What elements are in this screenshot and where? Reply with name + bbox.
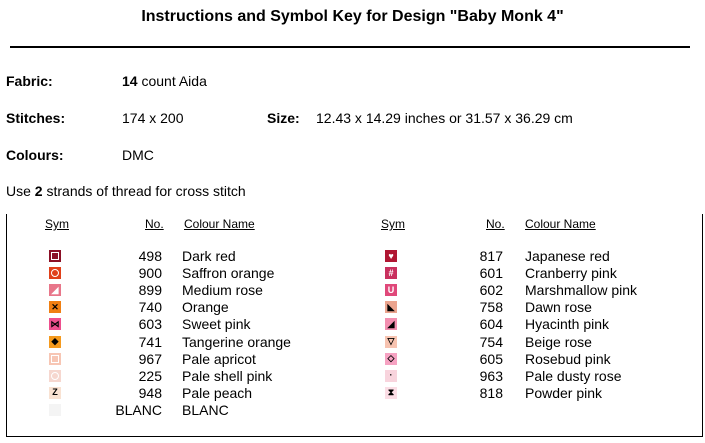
right-dmc-number: 601 — [479, 265, 503, 282]
left-dmc-number: 948 — [138, 384, 162, 401]
right-key-row — [0, 334, 705, 351]
heart-symbol-icon: ♥ — [385, 250, 397, 262]
stitches-label: Stitches: — [6, 110, 66, 126]
right-colour-name: Powder pink — [525, 384, 603, 401]
left-dmc-number: 899 — [138, 282, 162, 299]
right-dmc-number: 605 — [479, 350, 503, 367]
bowtie-symbol-icon: ⋈ — [50, 318, 60, 329]
u-letter-symbol-icon: U — [385, 284, 397, 296]
right-no-header: No. — [486, 217, 505, 231]
fabric-type: count Aida — [137, 73, 207, 89]
right-colour-name: Pale dusty rose — [525, 367, 622, 384]
page-title: Instructions and Symbol Key for Design "Baby Monk 4" — [141, 8, 564, 25]
right-dmc-number: 602 — [479, 282, 503, 299]
strand-count: 2 — [34, 183, 43, 199]
right-colour-name: Hyacinth pink — [525, 316, 610, 333]
left-colour-name: Saffron orange — [182, 265, 275, 282]
left-key-row — [0, 402, 705, 419]
right-dmc-number: 604 — [479, 316, 503, 333]
right-colour-name: Japanese red — [525, 248, 610, 264]
right-key-row — [0, 316, 705, 333]
right-key-row — [0, 368, 705, 385]
left-dmc-number: 740 — [138, 299, 162, 316]
triangle-symbol-icon: ◢ — [385, 318, 397, 330]
triangle-symbol-icon: ◢ — [49, 284, 61, 296]
right-colour-name: Marshmallow pink — [525, 282, 638, 299]
instruction-post: strands of thread for cross stitch — [42, 183, 246, 199]
stitches-value: 174 x 200 — [122, 110, 184, 126]
fabric-label: Fabric: — [6, 73, 53, 89]
strand-instruction — [6, 183, 246, 199]
instruction-pre: Use — [6, 183, 35, 199]
right-colour-name: Dawn rose — [525, 299, 592, 316]
size-label: Size: — [267, 110, 300, 126]
right-colour-name: Beige rose — [525, 333, 592, 350]
left-colour-name: Medium rose — [182, 282, 263, 299]
right-key-row — [0, 265, 705, 282]
diamond-symbol-icon: ◆ — [49, 336, 61, 348]
triangle-symbol-icon: ◣ — [385, 301, 397, 313]
left-dmc-number: 603 — [138, 316, 162, 333]
left-colour-name: Pale shell pink — [182, 367, 273, 384]
left-colour-name: Orange — [182, 299, 229, 316]
left-colour-name: BLANC — [182, 401, 229, 418]
left-sym-header: Sym — [45, 217, 69, 231]
left-colour-name: Tangerine orange — [182, 333, 291, 350]
left-colour-name: Pale peach — [182, 384, 253, 401]
right-dmc-number: 754 — [479, 333, 503, 350]
right-dmc-number: 818 — [479, 384, 503, 401]
z-letter-symbol-icon: Z — [49, 387, 61, 399]
left-colour-name: Dark red — [182, 248, 236, 264]
fabric-count: 14 — [122, 73, 138, 89]
right-colour-name: Cranberry pink — [525, 265, 617, 282]
right-dmc-number: 817 — [479, 248, 503, 264]
right-key-row — [0, 299, 705, 316]
size-value: 12.43 x 14.29 inches or 31.57 x 36.29 cm — [316, 110, 573, 126]
fabric-value — [122, 73, 207, 89]
left-colour-name: Sweet pink — [182, 316, 251, 333]
x-mark-symbol-icon: ✕ — [49, 301, 61, 313]
right-key-row — [0, 351, 705, 368]
left-dmc-number: 967 — [138, 350, 162, 367]
hash-symbol-icon: # — [385, 267, 397, 279]
left-dmc-number: 741 — [138, 333, 162, 350]
left-dmc-number: BLANC — [115, 401, 162, 418]
left-dmc-number: 225 — [138, 367, 162, 384]
colours-label: Colours: — [6, 147, 64, 163]
blank-symbol-icon — [49, 404, 61, 416]
right-colour-name: Rosebud pink — [525, 350, 611, 367]
right-sym-header: Sym — [381, 217, 405, 231]
dot-symbol-icon: · — [385, 370, 397, 382]
left-no-header: No. — [145, 217, 164, 231]
colours-value: DMC — [122, 147, 154, 163]
left-dmc-number: 498 — [138, 248, 162, 264]
left-dmc-number: 900 — [138, 265, 162, 282]
hourglass-symbol-icon: ⧗ — [385, 387, 397, 399]
left-colour-name: Pale apricot — [182, 350, 256, 367]
right-key-row — [0, 282, 705, 299]
diamond-outline-symbol-icon: ◇ — [385, 353, 397, 365]
right-dmc-number: 758 — [479, 299, 503, 316]
right-dmc-number: 963 — [479, 367, 503, 384]
right-key-row — [0, 385, 705, 402]
left-name-header: Colour Name — [184, 217, 255, 231]
right-name-header: Colour Name — [525, 217, 596, 231]
title-divider — [10, 46, 690, 48]
right-key-row — [0, 248, 705, 265]
down-triangle-symbol-icon: ▽ — [385, 336, 397, 348]
